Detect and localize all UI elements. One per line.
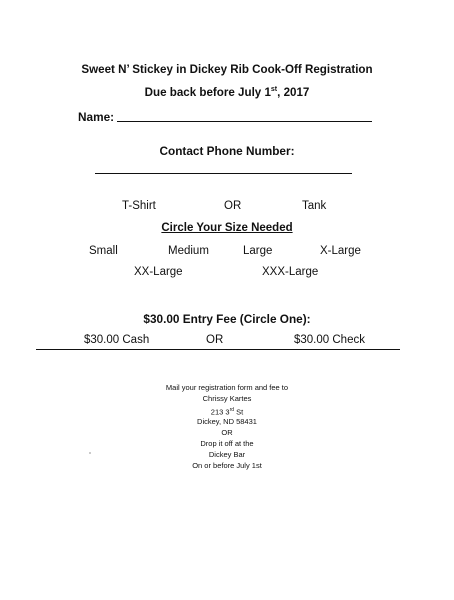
size-xx-large[interactable]: XX-Large (134, 266, 183, 278)
payment-or: OR (206, 334, 224, 346)
shirt-option-tank[interactable]: Tank (302, 200, 327, 212)
due-date-ordinal: st (270, 86, 278, 94)
mail-or: OR (221, 428, 233, 437)
size-x-large[interactable]: X-Large (320, 245, 361, 257)
mail-recipient: Chrissy Kartes (202, 394, 252, 403)
mail-street-number: 213 3 (210, 407, 230, 417)
fee-heading: $30.00 Entry Fee (Circle One): (143, 312, 311, 326)
mail-line-1: Mail your registration form and fee to (165, 383, 289, 392)
name-field-line[interactable] (117, 121, 372, 122)
size-medium[interactable]: Medium (168, 245, 209, 257)
mail-city: Dickey, ND 58431 (197, 417, 257, 426)
shirt-option-or: OR (224, 200, 242, 212)
size-small[interactable]: Small (89, 245, 118, 257)
form-title: Sweet N’ Stickey in Dickey Rib Cook-Off Registration (81, 63, 373, 76)
scan-speck (89, 452, 91, 454)
payment-check[interactable]: $30.00 Check (294, 334, 365, 346)
name-label: Name: (78, 110, 115, 124)
phone-label: Contact Phone Number: (159, 144, 295, 158)
mail-deadline: On or before July 1st (192, 461, 262, 470)
payment-cash[interactable]: $30.00 Cash (84, 334, 150, 346)
phone-field-line[interactable] (95, 173, 352, 174)
due-date-text: Due back before July 1 (144, 86, 271, 99)
mail-dropoff-location: Dickey Bar (208, 450, 246, 459)
size-heading: Circle Your Size Needed (161, 222, 293, 234)
size-large[interactable]: Large (243, 245, 273, 257)
due-date (0, 86, 454, 99)
mail-street-suffix: St (234, 407, 244, 417)
size-xxx-large[interactable]: XXX-Large (262, 266, 319, 278)
due-date-year: , 2017 (277, 86, 310, 99)
mail-street-ordinal: rd (229, 407, 235, 413)
shirt-option-tshirt[interactable]: T-Shirt (122, 200, 156, 212)
payment-underline (36, 349, 400, 350)
mail-dropoff: Drop it off at the (200, 439, 254, 448)
